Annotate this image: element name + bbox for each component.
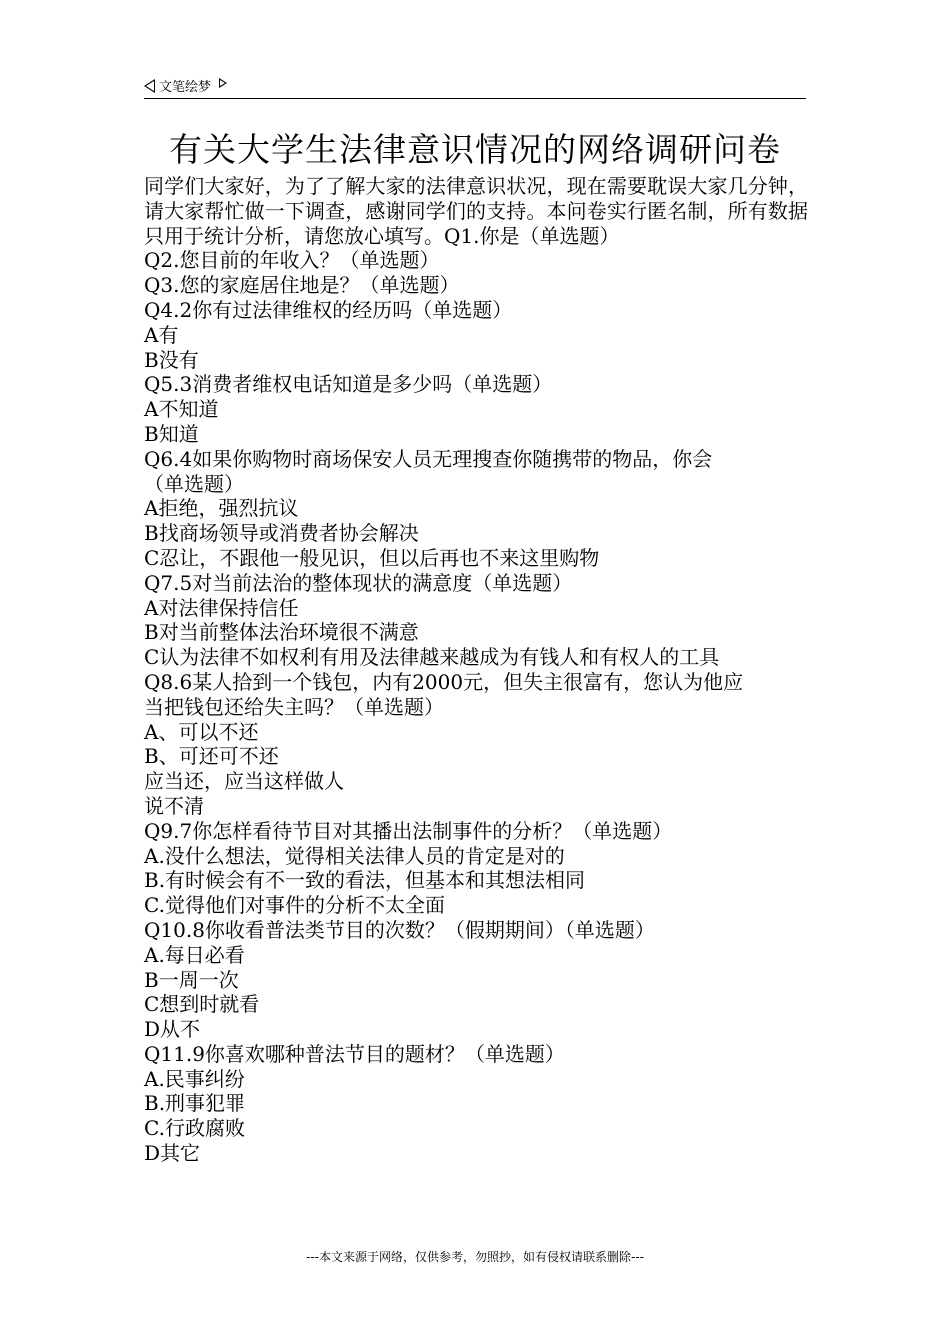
text-line: C.行政腐败	[144, 1116, 245, 1141]
text-line: B.有时候会有不一致的看法，但基本和其想法相同	[144, 868, 586, 893]
text-line: D从不	[144, 1017, 201, 1042]
footer-disclaimer: ---本文来源于网络，仅供参考，勿照抄，如有侵权请联系删除---	[306, 1250, 644, 1264]
text-line: B、可还可不还	[144, 744, 279, 769]
text-line: A拒绝，强烈抗议	[144, 496, 299, 521]
text-line: Q11.9你喜欢哪种普法节目的题材？（单选题）	[144, 1041, 565, 1066]
text-line: 应当还，应当这样做人	[144, 769, 344, 794]
text-line: Q10.8你收看普法类节目的次数？（假期期间）（单选题）	[144, 917, 655, 942]
text-line: B没有	[144, 347, 199, 372]
brand-name: 文笔绘梦	[159, 80, 212, 95]
document-body	[144, 174, 808, 1166]
triangle-right-icon	[219, 78, 227, 88]
text-line: B一周一次	[144, 967, 239, 992]
page-header	[144, 74, 806, 99]
text-line: Q4.2你有过法律维权的经历吗（单选题）	[144, 297, 513, 322]
text-line: B对当前整体法治环境很不满意	[144, 620, 419, 645]
text-line: B.刑事犯罪	[144, 1091, 246, 1116]
text-line: Q2.您目前的年收入？（单选题）	[144, 248, 440, 273]
text-line: C想到时就看	[144, 992, 260, 1017]
text-line: A.民事纠纷	[144, 1066, 245, 1091]
text-line: Q9.7你怎样看待节目对其播出法制事件的分析？（单选题）	[144, 818, 673, 843]
text-line: Q7.5对当前法治的整体现状的满意度（单选题）	[144, 570, 573, 595]
text-line: A不知道	[144, 397, 219, 422]
text-line: （单选题）	[144, 471, 244, 496]
text-line: A.每日必看	[144, 942, 245, 967]
brand	[144, 76, 227, 95]
text-line: Q8.6某人拾到一个钱包，内有2000元，但失主很富有，您认为他应	[144, 669, 744, 694]
question-list	[144, 248, 808, 1165]
text-line: A有	[144, 322, 179, 347]
text-line: Q5.3消费者维权电话知道是多少吗（单选题）	[144, 372, 553, 397]
text-line: Q3.您的家庭居住地是？（单选题）	[144, 273, 460, 298]
text-line: B找商场领导或消费者协会解决	[144, 521, 419, 546]
text-line: A、可以不还	[144, 719, 259, 744]
text-line: Q6.4如果你购物时商场保安人员无理搜查你随携带的物品，你会	[144, 446, 713, 471]
text-line: 说不清	[144, 793, 204, 818]
document-title: 有关大学生法律意识情况的网络调研问卷	[169, 130, 781, 169]
text-line: C忍让，不跟他一般见识，但以后再也不来这里购物	[144, 545, 600, 570]
text-line: B知道	[144, 421, 199, 446]
text-line: 当把钱包还给失主吗？（单选题）	[144, 694, 444, 719]
text-line: C认为法律不如权利有用及法律越来越成为有钱人和有权人的工具	[144, 645, 720, 670]
text-line: D其它	[144, 1141, 201, 1166]
text-line: C.觉得他们对事件的分析不太全面	[144, 893, 445, 918]
intro-paragraph: 同学们大家好，为了了解大家的法律意识状况，现在需要耽误大家几分钟，请大家帮忙做一下调查，感谢同学们的支持。本问卷实行匿名制，所有数据只用于统计分析，请您放心填写。Q1.你是（单选题）	[144, 174, 808, 248]
text-line: A对法律保持信任	[144, 595, 299, 620]
text-line: A.没什么想法，觉得相关法律人员的肯定是对的	[144, 843, 565, 868]
triangle-left-icon	[144, 79, 155, 93]
